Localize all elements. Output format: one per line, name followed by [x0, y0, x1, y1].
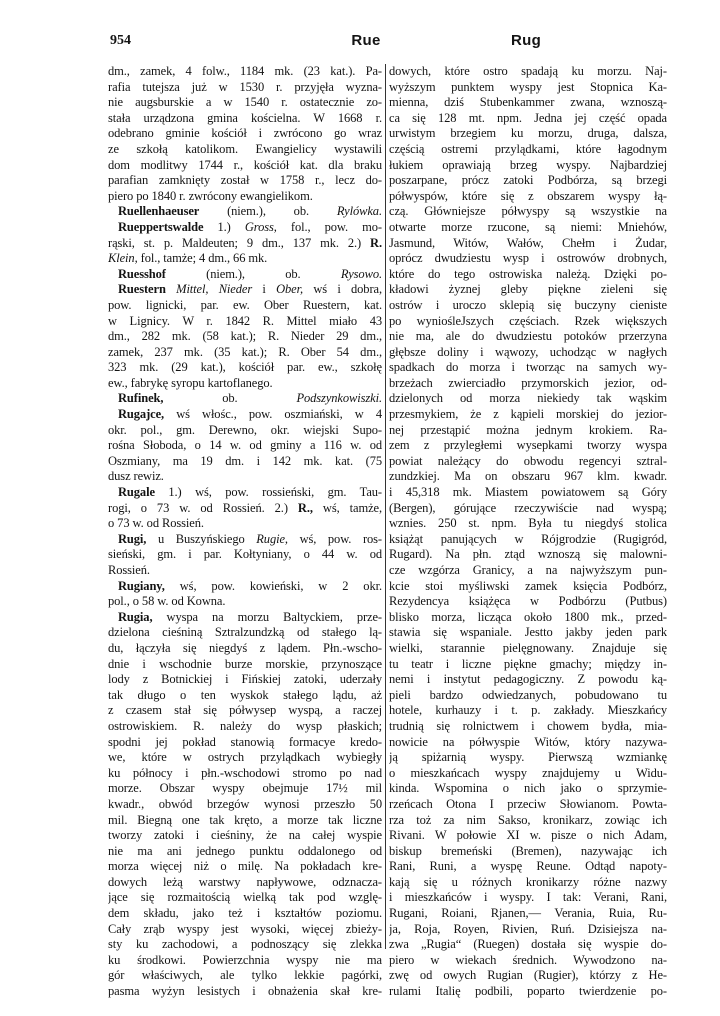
entry-text: nemi i instytut pedagogiczny. Z powodu ką-: [389, 672, 667, 687]
entry-text: [166, 282, 176, 296]
entry-text: stawia się wspaniale. Jestto jakby jeden park: [389, 625, 667, 640]
entry-text: z czasem stał się półwysep wyspą, a raczej: [108, 703, 382, 718]
right-column-line: [389, 111, 667, 127]
left-column-line: [108, 672, 382, 688]
right-column-line: [389, 469, 667, 485]
left-column-line: [108, 95, 382, 111]
entry-text: kcie stoi myśliwski zamek księcia Podbórz,: [389, 578, 667, 593]
entry-text: otwarte morze rzucone, są niemi: Mniehów,: [389, 219, 667, 234]
entry-text: dowych, które ostro spadają ku morzu. Naj-: [389, 64, 667, 78]
entry-text: ob.: [163, 391, 297, 406]
entry-text: brzeżach zwierciadło przymorskich jezior, od-: [389, 375, 667, 390]
right-column-line: [389, 875, 667, 891]
right-column-line: [389, 251, 667, 267]
right-column-line: [389, 657, 667, 673]
entry-text: morze. Obszar wyspy obejmuje 17½ mil: [108, 781, 382, 796]
entry-headword: Rugajce,: [118, 407, 165, 422]
italic-term: Gross,: [244, 219, 277, 234]
entry-text: dnie i wschodnie burze morskie, przynoszące: [108, 656, 382, 671]
left-column-line: [108, 766, 382, 782]
entry-text: i mieszkańców i wyspy. I tak: Verani, Rani,: [389, 890, 667, 905]
left-column-line: [108, 750, 382, 766]
left-column-line: [108, 968, 382, 984]
right-column-line: [389, 828, 667, 844]
entry-text: oprócz dwudziestu wysp i ostrowów drobnych,: [389, 251, 667, 266]
entry-text: dem składu, jako też i kształtów poziomu.: [108, 906, 382, 921]
left-column-line: [108, 298, 382, 314]
left-column-line: [108, 126, 382, 142]
entry-text: du, łączyła się niegdyś z lądem. Płn.-wscho-: [108, 640, 382, 655]
left-column-line: [108, 391, 382, 407]
italic-term: Rylówka.: [336, 204, 382, 219]
entry-text: cze wzgórza Granicy, a na najwyższym pun-: [389, 563, 667, 577]
entry-text: pieli bardzo odwiedzanych, pobudowano tu: [389, 687, 667, 702]
entry-text: lody z Botnickiej i Fińskiej zatoki, uderzały: [108, 672, 382, 687]
entry-text: ostrowiskiem. R. należy do wysp płaskich;: [108, 718, 382, 733]
left-column-line: [108, 454, 382, 470]
entry-text: spodni jej pokład stanowią formacye kredo-: [108, 734, 382, 749]
entry-text: przesmykiem, że z kąpieli morskiej do jezior-: [389, 407, 667, 422]
right-text-column: [389, 64, 667, 1000]
left-column-line: [108, 906, 382, 922]
left-column-line: [108, 469, 382, 485]
left-column-line: [108, 719, 382, 735]
right-column-line: [389, 158, 667, 174]
entry-text: kwadr., obwód brzegów wynosi przeszło 50: [108, 796, 382, 811]
entry-text: powiat należący do obwodu regencyi sztral-: [389, 453, 667, 468]
right-column-line: [389, 735, 667, 751]
entry-headword: R.: [370, 235, 382, 250]
entry-text: hotele, kurhauzy i t. p. zakłady. Mieszkańcy: [389, 703, 667, 718]
left-column-line: [108, 844, 382, 860]
entry-text: biskup bremeński (Bremen), nazywając ich: [389, 843, 667, 858]
right-column-line: [389, 485, 667, 501]
entry-text: mil. Biegną one tak kręto, a morze tak liczne: [108, 812, 382, 827]
left-column-line: [108, 781, 382, 797]
left-column-line: [108, 314, 382, 330]
left-column-line: [108, 797, 382, 813]
entry-text: nie ma ani jednego punktu oddalonego od: [108, 843, 382, 858]
left-column-line: [108, 501, 382, 517]
right-column-line: [389, 126, 667, 142]
left-text-column: [108, 64, 382, 1000]
entry-text: poszarpane, prócz zatoki Podbórza, są brzegi: [389, 173, 667, 188]
right-column-line: [389, 298, 667, 314]
entry-text: fol., tamże; 4 dm., 66 mk.: [137, 251, 268, 266]
left-column-line: [108, 329, 382, 345]
right-column-line: [389, 423, 667, 439]
entry-text: trudnią się rolnictwem i chowem bydła, mia-: [389, 718, 667, 733]
right-column-line: [389, 547, 667, 563]
entry-text: o mieszkańcach wyspy znajdujemy u Widu-: [389, 765, 667, 780]
page-number: 954: [110, 33, 131, 48]
entry-text: o 73 w. od Rossień.: [108, 516, 204, 531]
entry-text: ca się 128 mt. npm. Jedna jej część opada: [389, 110, 667, 125]
entry-text: (Bergen), górujące rzeczywiście nad wyspą;: [389, 500, 667, 515]
entry-text: Rugani, Roiani, Rjanen,— Verania, Ruia, Ru-: [389, 906, 667, 921]
left-column-line: [108, 984, 382, 1000]
right-column-line: [389, 329, 667, 345]
left-column-line: [108, 376, 382, 392]
entry-text: piero po 1840 r. zwrócony ewangielikom.: [108, 188, 313, 203]
entry-headword: Ruestern: [118, 282, 166, 297]
entry-text: okr. pol., gm. Derewno, okr. wiejski Supo-: [108, 422, 382, 437]
left-column-line: [108, 735, 382, 751]
entry-text: dowych leżą warstwy napływowe, odznacza-: [108, 874, 382, 889]
right-column-line: [389, 672, 667, 688]
left-column-line: [108, 360, 382, 376]
left-column-line: [108, 423, 382, 439]
left-column-line: [108, 220, 382, 236]
left-column-line: [108, 204, 382, 220]
entry-headword: R.,: [297, 500, 313, 515]
entry-text: gór właściwych, ale tylko lekkie pagórki,: [108, 968, 382, 983]
italic-term: Klein,: [108, 251, 138, 266]
left-column-line: [108, 267, 382, 283]
left-column-line: [108, 111, 382, 127]
right-column-line: [389, 407, 667, 423]
left-column-line: [108, 875, 382, 891]
left-column-line: [108, 922, 382, 938]
entry-text: Rossień.: [108, 563, 150, 577]
entry-text: mienna, dziś Stubenkammer zwana, wznoszą-: [389, 95, 667, 110]
left-column-line: [108, 953, 382, 969]
left-column-line: [108, 282, 382, 298]
entry-text: pol., o 58 w. od Kowna.: [108, 594, 226, 609]
entry-text: wś, tamże,: [312, 500, 382, 515]
entry-text: i 45,318 mk. Miastem powiatowem są Góry: [389, 485, 667, 500]
entry-text: rośna Słoboda, o 14 w. od gminy a 116 w. od: [108, 438, 382, 453]
right-column-line: [389, 376, 667, 392]
left-column-line: [108, 579, 382, 595]
entry-text: w Lignicy. W r. 1842 R. Mittel miało 43: [108, 313, 382, 328]
entry-text: które do tego ostrowiska należą. Dzięki po-: [389, 266, 667, 281]
entry-text: odebrano gminie kościół i zwrócono go wraz: [108, 126, 382, 141]
left-column-line: [108, 80, 382, 96]
entry-text: sieński, gm. i par. Kołtyniany, o 44 w. od: [108, 547, 382, 562]
entry-text: wznies. 250 st. npm. Była tu niegdyś stolica: [389, 516, 667, 531]
right-column-line: [389, 625, 667, 641]
right-column-line: [389, 95, 667, 111]
left-column-line: [108, 64, 382, 80]
entry-text: nie ma, ale do dwudziestu potoków przerzyna: [389, 329, 667, 344]
entry-text: morza więcej niż o milę. Na pokładach kre-: [108, 859, 382, 874]
entry-text: rza toż za nim Sakso, kronikarz, zowiąc ich: [389, 812, 667, 827]
italic-term: Rugie,: [256, 531, 288, 546]
entry-text: fol., pow. mo-: [276, 219, 382, 234]
right-column-line: [389, 766, 667, 782]
right-column-line: [389, 189, 667, 205]
entry-text: Jasmund, Witów, Wałów, Chełm i Żudar,: [389, 235, 667, 250]
entry-headword: Rueppertswalde: [118, 219, 204, 234]
entry-text: dom modlitwy 1744 r., kościół kat. dla braku: [108, 157, 382, 172]
entry-text: dm., zamek, 4 folw., 1184 mk. (23 kat.). Pa-: [108, 64, 382, 78]
entry-text: ku środkowi. Powierzchnia wyspy nie ma: [108, 952, 382, 967]
entry-text: zem z przyległemi wysepkami tworzy wyspa: [389, 438, 667, 453]
entry-text: zwę od owych Rugian (Rugier), którzy z He-: [389, 968, 667, 983]
right-column-line: [389, 391, 667, 407]
left-column-line: [108, 407, 382, 423]
right-column-line: [389, 267, 667, 283]
entry-text: 323 mk. (29 kat.), kościół par. ew., szkołę: [108, 360, 382, 375]
entry-text: rzeńcach Otona I przeciw Słowianom. Powta-: [389, 796, 667, 811]
right-column-line: [389, 173, 667, 189]
entry-text: sty ku zachodowi, a podnoszący się zlekka: [108, 937, 382, 952]
italic-term: Rysowo.: [340, 266, 382, 281]
entry-text: pasma wyżyn lesistych i obnażenia skał kre-: [108, 984, 382, 999]
right-column-line: [389, 610, 667, 626]
right-column-line: [389, 345, 667, 361]
left-column-line: [108, 142, 382, 158]
entry-text: 1.) wś, pow. rossieński, gm. Tau-: [154, 485, 382, 500]
entry-text: i: [252, 282, 277, 297]
entry-text: tu teatr i liczne piękne gmachy; między in-: [389, 656, 667, 671]
right-column-line: [389, 314, 667, 330]
entry-headword: Ruesshof: [118, 266, 166, 281]
right-column-line: [389, 594, 667, 610]
left-column-line: [108, 610, 382, 626]
entry-text: zundzkiej. Ma on obszaru 967 klm. kwadr.: [389, 469, 667, 484]
entry-text: tworzy zatoki i cieśniny, że na całej wyspie: [108, 828, 382, 843]
left-column-line: [108, 703, 382, 719]
entry-text: spadkach do morza i tworząc na samych wy-: [389, 360, 667, 375]
entry-text: wyższym punktem wyspy jest Stopnica Ka-: [389, 79, 667, 94]
entry-text: Oszmiany, ma 19 dm. i 142 mk. kat. (75: [108, 453, 382, 468]
left-column-line: [108, 688, 382, 704]
entry-text: ja, Roja, Royen, Rivien, Ruń. Dzisiejsza na-: [389, 921, 667, 936]
right-column-line: [389, 563, 667, 579]
right-column-line: [389, 922, 667, 938]
entry-text: po wyniośleJszych częściach. Rzek większych: [389, 313, 667, 328]
entry-headword: Rugiany,: [118, 578, 165, 593]
entry-text: parafian zamknięty został w 1758 r., lecz do-: [108, 173, 382, 188]
entry-text: głębsze doliny i wąwozy, uchodząc w nagłych: [389, 344, 667, 359]
entry-text: książąt panujących w Rójgrodzie (Rugigród,: [389, 531, 667, 546]
left-column-line: [108, 563, 382, 579]
entry-text: dzielonych od morza niekiedy tak wąskim: [389, 391, 667, 406]
entry-text: (niem.), ob.: [199, 204, 337, 219]
entry-text: pow. lignicki, par. ew. Ober Ruestern, kat.: [108, 297, 382, 312]
right-column-line: [389, 236, 667, 252]
entry-text: nej przestąpić można jednym krokiem. Ra-: [389, 422, 667, 437]
left-column-line: [108, 345, 382, 361]
right-column-line: [389, 360, 667, 376]
entry-text: wyspa na morzu Baltyckiem, prze-: [152, 609, 382, 624]
right-column-line: [389, 454, 667, 470]
right-column-line: [389, 516, 667, 532]
entry-text: dzielona cieśniną Sztralzundzką od stałego lą-: [108, 625, 382, 640]
right-column-line: [389, 890, 667, 906]
entry-text: stała urządzona gmina kościelna. W 1668 r.: [108, 110, 382, 125]
entry-text: wś, pow. kowieński, w 2 okr.: [164, 578, 382, 593]
left-column-line: [108, 657, 382, 673]
left-column-line: [108, 890, 382, 906]
entry-text: we, które w ostrych przylądkach wybiegły: [108, 750, 382, 765]
entry-text: dm., 282 mk. (58 kat.); R. Nieder 29 dm.,: [108, 329, 382, 344]
entry-text: ku północy i płn.-wschodowi stromo po nad: [108, 765, 382, 780]
entry-text: nie augsburskie a w 1540 r. ostatecznie zo-: [108, 95, 382, 110]
right-column-line: [389, 984, 667, 1000]
right-column-line: [389, 859, 667, 875]
entry-text: rulami Italię podbili, poparto twierdzenie po-: [389, 984, 667, 999]
left-column-line: [108, 251, 382, 267]
right-column-line: [389, 797, 667, 813]
left-column-line: [108, 937, 382, 953]
entry-headword: Rufinek,: [118, 391, 164, 406]
right-column-line: [389, 906, 667, 922]
entry-text: blisko morza, licząca około 1800 mk., przed-: [389, 609, 667, 624]
entry-text: Rivani. W połowie XI w. pisze o nich Adam,: [389, 828, 667, 843]
left-column-line: [108, 189, 382, 205]
entry-text: piero w wiekach średnich. Wywodzono na-: [389, 952, 667, 967]
left-column-line: [108, 532, 382, 548]
right-column-line: [389, 719, 667, 735]
right-column-line: [389, 282, 667, 298]
right-column-line: [389, 438, 667, 454]
entry-text: urwistym brzegiem ku morzu, druga, dalsza,: [389, 126, 667, 141]
right-column-line: [389, 937, 667, 953]
left-column-line: [108, 236, 382, 252]
entry-headword: Rugia,: [118, 609, 153, 624]
right-column-line: [389, 220, 667, 236]
entry-headword: Rugale: [118, 485, 155, 500]
right-column-line: [389, 844, 667, 860]
left-column-line: [108, 641, 382, 657]
entry-text: wś i dobra,: [303, 282, 382, 297]
entry-text: (niem.), ob.: [165, 266, 341, 281]
entry-text: półwyspów, które się z obszarem wyspy łą-: [389, 188, 667, 203]
entry-text: częścią ostremi przylądkami, które łagodnym: [389, 141, 667, 156]
right-column-line: [389, 579, 667, 595]
entry-text: kinda. Wspomina o nich jako o sprzymie-: [389, 781, 667, 796]
entry-text: jące się rozmaitością wielką tak pod wzglę-: [108, 890, 382, 905]
left-column-line: [108, 625, 382, 641]
right-column-line: [389, 688, 667, 704]
italic-term: Ober,: [276, 282, 304, 297]
entry-text: Rani, Runi, a wyspę Reune. Odtąd napoty-: [389, 859, 667, 874]
entry-text: czą. Główniejsze półwyspy są wszystkie na: [389, 204, 667, 219]
right-column-line: [389, 204, 667, 220]
entry-text: kają się u różnych kronikarzy różne nazwy: [389, 874, 667, 889]
entry-text: wś, pow. ros-: [287, 531, 382, 546]
left-column-line: [108, 485, 382, 501]
right-column-line: [389, 501, 667, 517]
entry-text: dusz rewiz.: [108, 469, 164, 484]
entry-text: Cały zrąb wyspy jest wysoki, więcej zbieży-: [108, 921, 382, 936]
italic-term: Mittel, Nieder: [176, 282, 253, 297]
entry-text: wielki, starannie pielęgnowany. Znajduje się: [389, 640, 667, 655]
entry-text: wś włośc., pow. oszmiański, w 4: [164, 407, 382, 422]
entry-text: zwa „Rugia“ (Ruegen) dostała się wyspie do-: [389, 937, 667, 952]
entry-text: ze szkołą katolikom. Ewangielicy wystawili: [108, 141, 382, 156]
running-head-left: Rue: [351, 32, 381, 49]
left-column-line: [108, 859, 382, 875]
right-column-line: [389, 813, 667, 829]
right-column-line: [389, 953, 667, 969]
left-column-line: [108, 173, 382, 189]
entry-text: Rezydencya książęca w Podbórzu (Putbus): [389, 594, 667, 609]
entry-headword: Rugi,: [118, 531, 147, 546]
left-column-line: [108, 594, 382, 610]
right-column-line: [389, 641, 667, 657]
entry-text: ją spiżarnią wyspy. Pierwszą wzmiankę: [389, 750, 667, 765]
right-column-line: [389, 142, 667, 158]
entry-text: zamek, 237 mk. (35 kat.); R. Ober 54 dm.,: [108, 344, 382, 359]
entry-text: łukiem oprawiają brzeg wyspy. Najbardziej: [389, 157, 667, 172]
right-column-line: [389, 750, 667, 766]
right-column-line: [389, 781, 667, 797]
right-column-line: [389, 64, 667, 80]
entry-text: tak długo o ten wyskok stałego lądu, aż: [108, 687, 382, 702]
left-column-line: [108, 438, 382, 454]
running-head-right: Rug: [510, 32, 542, 49]
entry-headword: Ruellenhaeuser: [118, 204, 200, 219]
entry-text: ew., fabrykę syropu kartoflanego.: [108, 375, 273, 390]
entry-text: nowicie na półwyspie Witów, który nazywa-: [389, 734, 667, 749]
entry-text: u Buszyńskiego: [146, 531, 257, 546]
entry-text: kładowi żyznej gleby piękne zieleni się: [389, 282, 667, 297]
right-column-line: [389, 968, 667, 984]
left-column-line: [108, 828, 382, 844]
entry-text: rafia tutejsza już w 1530 r. przyjęła wyzna-: [108, 79, 382, 94]
right-column-line: [389, 532, 667, 548]
left-column-line: [108, 813, 382, 829]
entry-text: Rugard). Na płn. ztąd wznoszą się malowni-: [389, 547, 667, 562]
column-divider: [385, 64, 386, 949]
entry-text: ostrów i uroczo sklepią się buczyny cieniste: [389, 297, 667, 312]
right-column-line: [389, 703, 667, 719]
left-column-line: [108, 547, 382, 563]
right-column-line: [389, 80, 667, 96]
entry-text: 1.): [203, 219, 245, 234]
italic-term: Podszynkowiszki.: [296, 391, 382, 406]
left-column-line: [108, 158, 382, 174]
entry-text: rąski, st. p. Maldeuten; 9 dm., 137 mk. 2.): [108, 235, 371, 250]
entry-text: rogi, o 73 w. od Rossień. 2.): [108, 500, 298, 515]
left-column-line: [108, 516, 382, 532]
